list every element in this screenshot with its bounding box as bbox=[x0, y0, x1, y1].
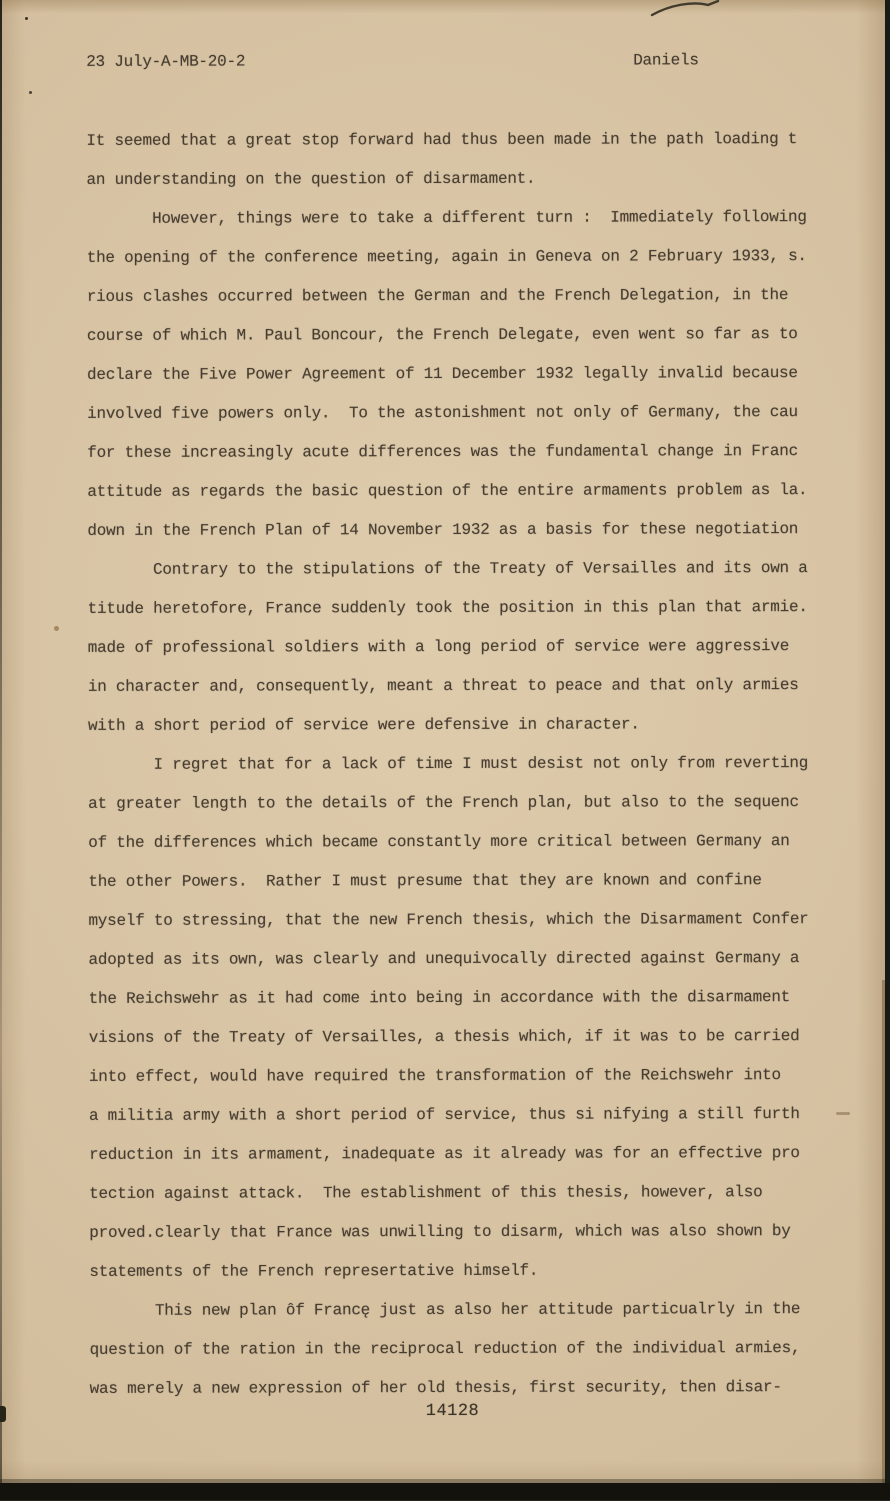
page-number: 14128 bbox=[425, 1401, 480, 1422]
typed-line: This new plan ôf Francę just as also her attitude particualrly in the bbox=[89, 1300, 801, 1320]
typed-line: reduction in its armament, inadequate as it already was for an effective pro bbox=[89, 1144, 800, 1164]
typed-line: for these increasingly acute differences was the fundamental change in Franc bbox=[87, 442, 798, 462]
paper-blemish bbox=[836, 1112, 850, 1115]
typed-line: in character and, consequently, meant a threat to peace and that only armies bbox=[87, 676, 799, 696]
pen-stroke-mark bbox=[638, 0, 734, 20]
scan-edge-notch bbox=[0, 1406, 6, 1422]
typed-line: I regret that for a lack of time I must desist not only from reverting bbox=[88, 754, 809, 774]
typed-line: course of which M. Paul Boncour, the French Delegate, even went so far as to bbox=[86, 325, 798, 345]
typed-line: down in the French Plan of 14 November 1932 as a basis for these negotiation bbox=[87, 520, 799, 540]
typed-line: involved five powers only. To the astonishment not only of Germany, the cau bbox=[87, 403, 798, 423]
typed-line: Contrary to the stipulations of the Treaty of Versailles and its own a bbox=[87, 559, 808, 579]
typed-line: question of the ration in the reciprocal reduction of the individual armies, bbox=[89, 1339, 801, 1359]
typed-line: rious clashes occurred between the German and the French Delegation, in the bbox=[86, 286, 789, 306]
typed-line: into effect, would have required the transformation of the Reichswehr into bbox=[88, 1066, 781, 1086]
typed-line: the other Powers. Rather I must presume that they are known and confine bbox=[88, 871, 762, 891]
ink-speck bbox=[29, 91, 32, 94]
typed-line: adopted as its own, was clearly and unequivocally directed against Germany a bbox=[88, 949, 800, 969]
typed-line: made of professional soldiers with a long period of service were aggressive bbox=[87, 637, 790, 657]
header-doc-ref: 23 July-A-MB-20-2 bbox=[86, 52, 246, 71]
typed-line: titude heretofore, France suddenly took the position in this plan that armie. bbox=[87, 598, 808, 618]
paper-blemish bbox=[54, 626, 59, 631]
ink-speck bbox=[25, 17, 28, 20]
typed-line: with a short period of service were defensive in character. bbox=[87, 715, 640, 735]
typed-line: myself to stressing, that the new French thesis, which the Disarmament Confer bbox=[88, 910, 809, 930]
typed-line: the Reichswehr as it had come into being in accordance with the disarmament bbox=[88, 988, 791, 1008]
typed-line: statements of the French represertative himself. bbox=[89, 1261, 539, 1281]
typed-line: tection against attack. The establishment of this thesis, however, also bbox=[89, 1183, 763, 1203]
typed-line: was merely a new expression of her old thesis, first security, then disar- bbox=[89, 1378, 782, 1398]
typed-line: at greater length to the details of the French plan, but also to the sequenc bbox=[88, 793, 799, 813]
typed-line: the opening of the conference meeting, again in Geneva on 2 February 1933, s. bbox=[86, 247, 807, 267]
scan-edge-right bbox=[885, 0, 890, 1500]
typed-lines bbox=[86, 120, 849, 1409]
header-author: Daniels bbox=[633, 51, 699, 70]
typed-line: an understanding on the question of disarmament. bbox=[86, 169, 536, 189]
scan-edge-bottom bbox=[0, 1483, 890, 1500]
typed-line: declare the Five Power Agreement of 11 December 1932 legally invalid because bbox=[86, 364, 798, 384]
typed-line: visions of the Treaty of Versailles, a thesis which, if it was to be carried bbox=[88, 1027, 800, 1047]
scan-edge-left bbox=[0, 0, 2, 1500]
typed-line: proved.clearly that France was unwilling to disarm, which was also shown by bbox=[89, 1222, 791, 1242]
typed-line: It seemed that a great stop forward had thus been made in the path loading t bbox=[86, 130, 798, 150]
typed-line: attitude as regards the basic question of the entire armaments problem as la. bbox=[87, 481, 808, 501]
typed-line: However, things were to take a different turn : Immediately following bbox=[86, 208, 807, 228]
typed-line: a militia army with a short period of service, thus si nifying a still furth bbox=[88, 1105, 800, 1125]
typed-line: of the differences which became constantly more critical between Germany an bbox=[88, 832, 790, 852]
